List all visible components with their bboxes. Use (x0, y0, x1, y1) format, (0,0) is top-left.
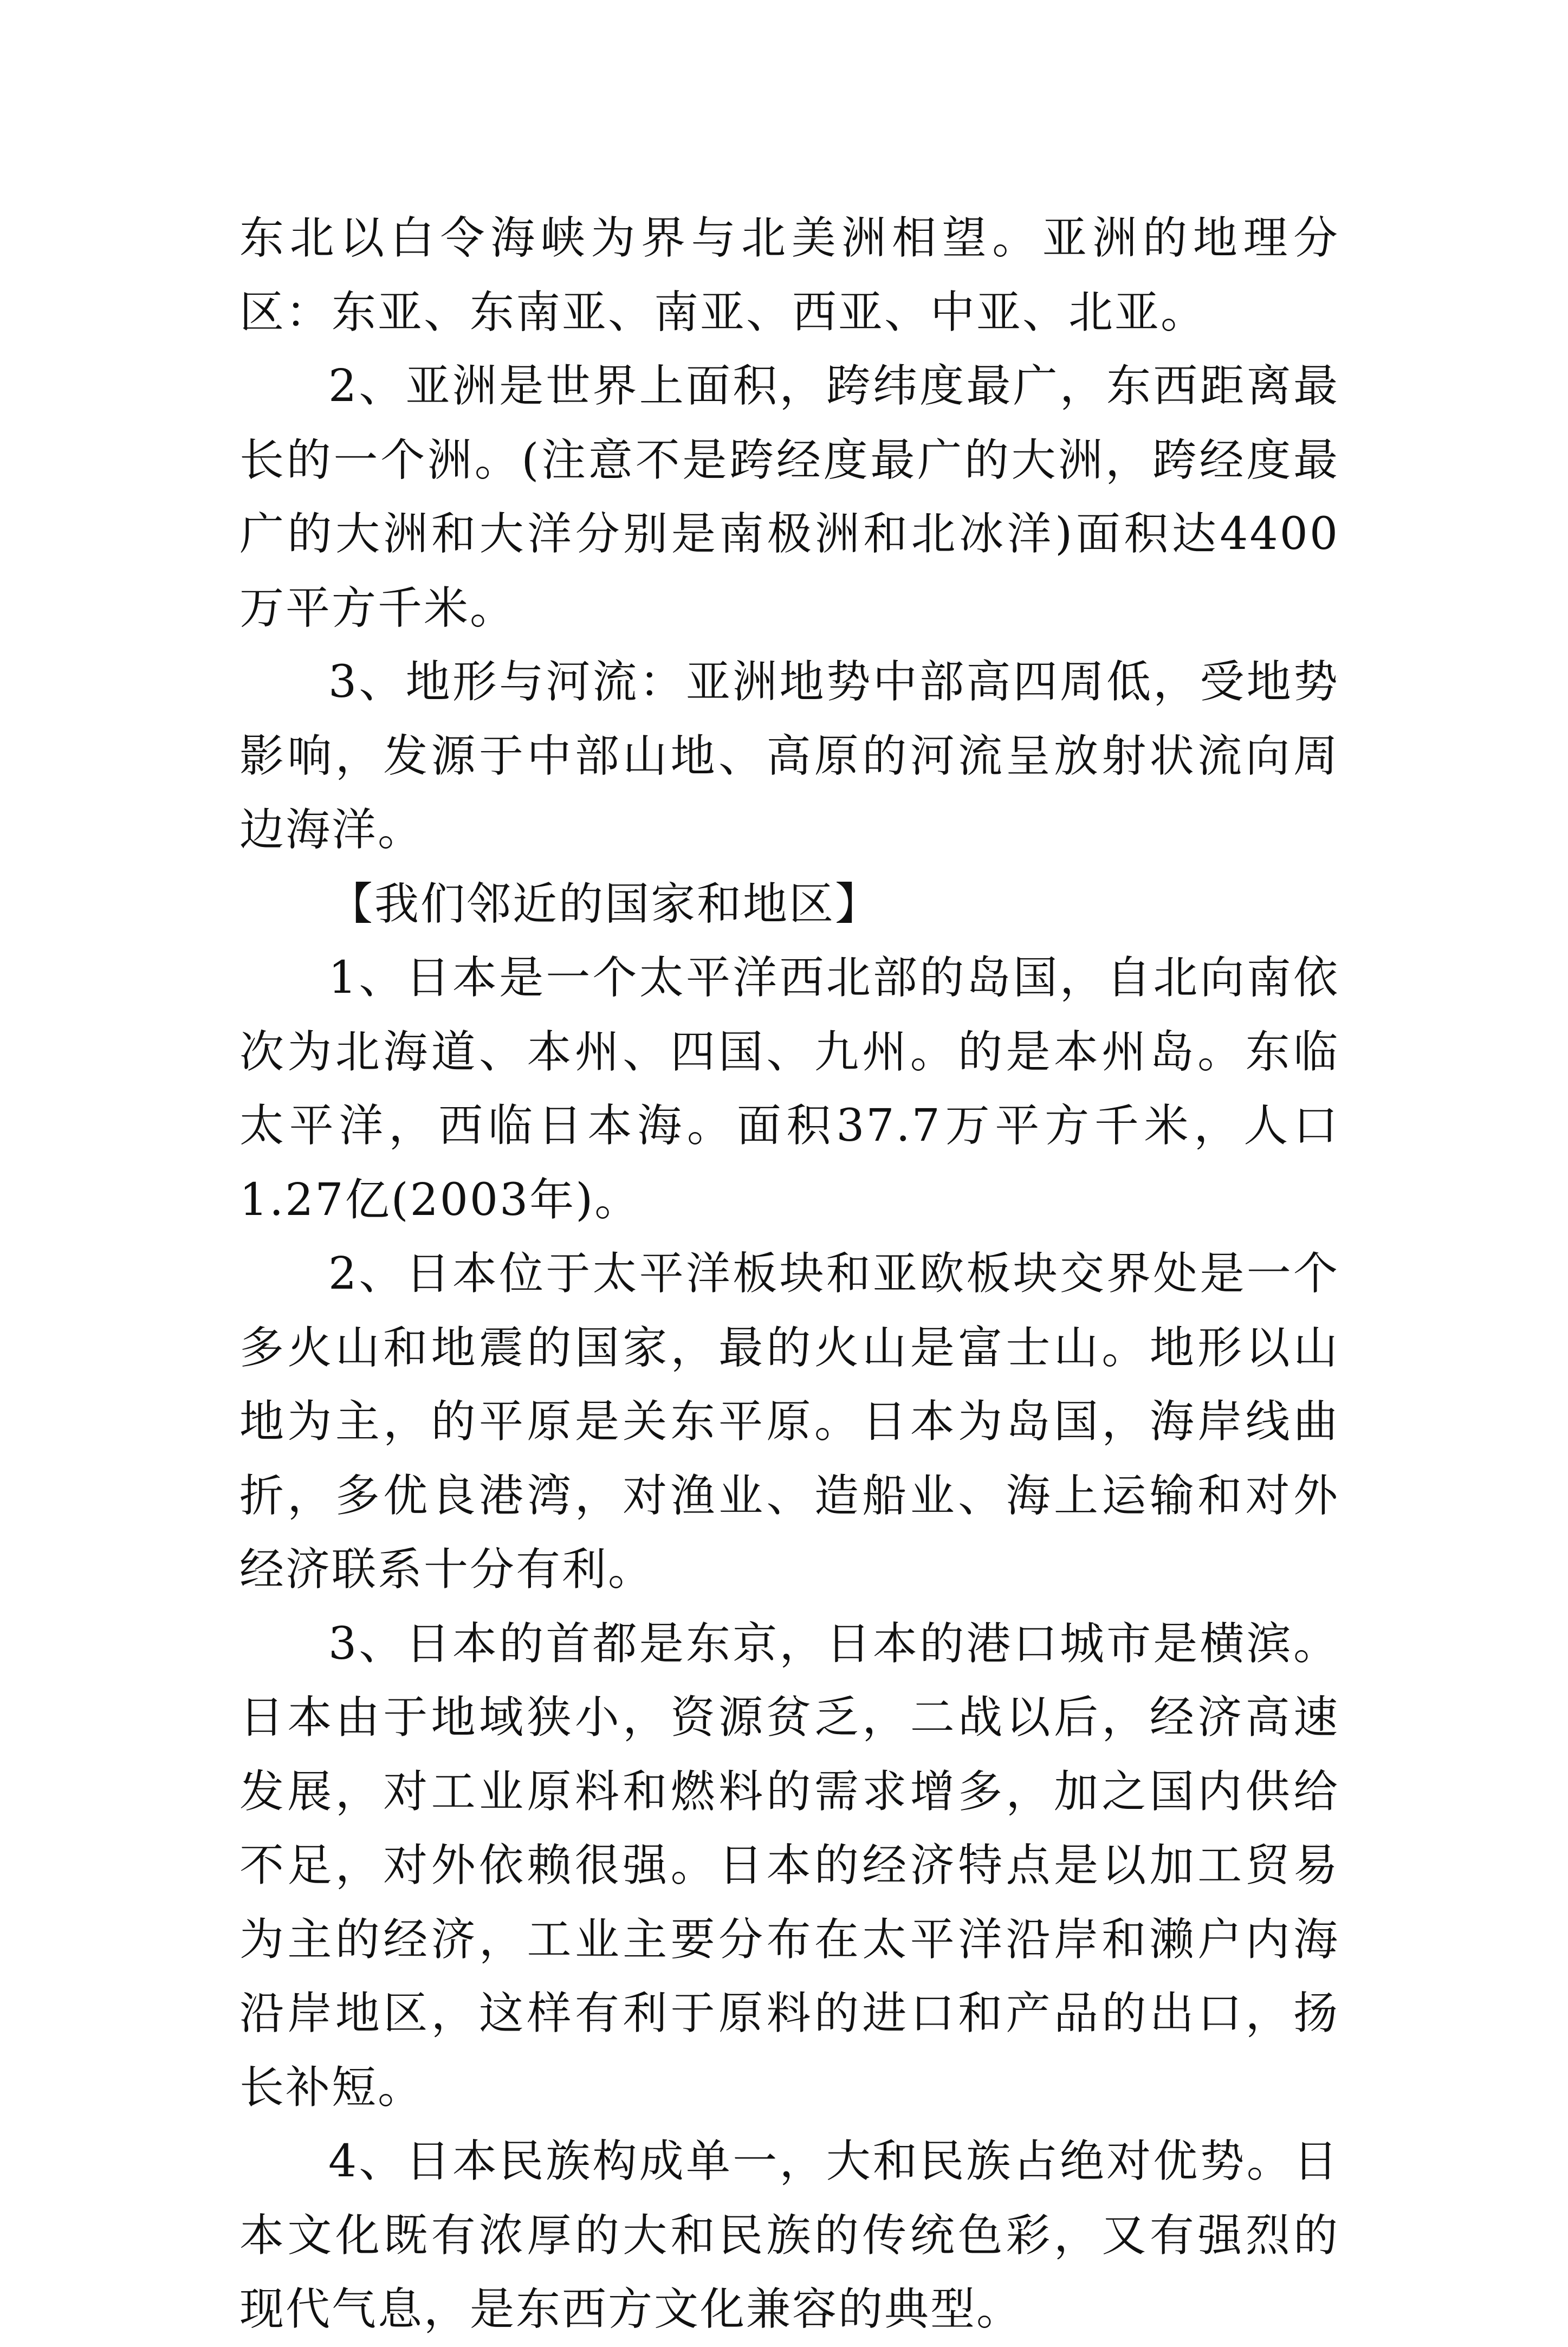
section-heading-neighbors: 【我们邻近的国家和地区】 (328, 878, 882, 930)
paragraph-asia-boundary: 东北以白令海峡为界与北美洲相望。亚洲的地理分区：东亚、东南亚、南亚、西亚、中亚、北亚。 (239, 212, 1339, 338)
document-body (239, 202, 1339, 2347)
paragraph-japan-geology: 2、日本位于太平洋板块和亚欧板块交界处是一个多火山和地震的国家，最的火山是富士山。地形以山地为主，的平原是关东平原。日本为岛国，海岸线曲折，多优良港湾，对渔业、造船业、海上运输和对外经济联系十分有利。 (239, 1248, 1339, 1595)
paragraph-asia-area: 2、亚洲是世界上面积，跨纬度最广，东西距离最长的一个洲。(注意不是跨经度最广的大洲，跨经度最广的大洲和大洋分别是南极洲和北冰洋)面积达4400万平方千米。 (239, 360, 1339, 634)
paragraph-asia-terrain: 3、地形与河流：亚洲地势中部高四周低，受地势影响，发源于中部山地、高原的河流呈放射状流向周边海洋。 (239, 656, 1339, 856)
paragraph-japan-culture: 4、日本民族构成单一，大和民族占绝对优势。日本文化既有浓厚的大和民族的传统色彩，又有强烈的现代气息，是东西方文化兼容的典型。 (239, 2136, 1339, 2335)
paragraph-japan-location: 1、日本是一个太平洋西北部的岛国，自北向南依次为北海道、本州、四国、九州。的是本州岛。东临太平洋，西临日本海。面积37.7万平方千米，人口1.27亿(2003年)。 (239, 952, 1339, 1226)
paragraph-japan-economy: 3、日本的首都是东京，日本的港口城市是横滨。日本由于地域狭小，资源贫乏，二战以后，经济高速发展，对工业原料和燃料的需求增多，加之国内供给不足，对外依赖很强。日本的经济特点是以加工贸易为主的经济，工业主要分布在太平洋沿岸和濑户内海沿岸地区，这样有利于原料的进口和产品的出口，扬长补短。 (239, 1618, 1339, 2113)
